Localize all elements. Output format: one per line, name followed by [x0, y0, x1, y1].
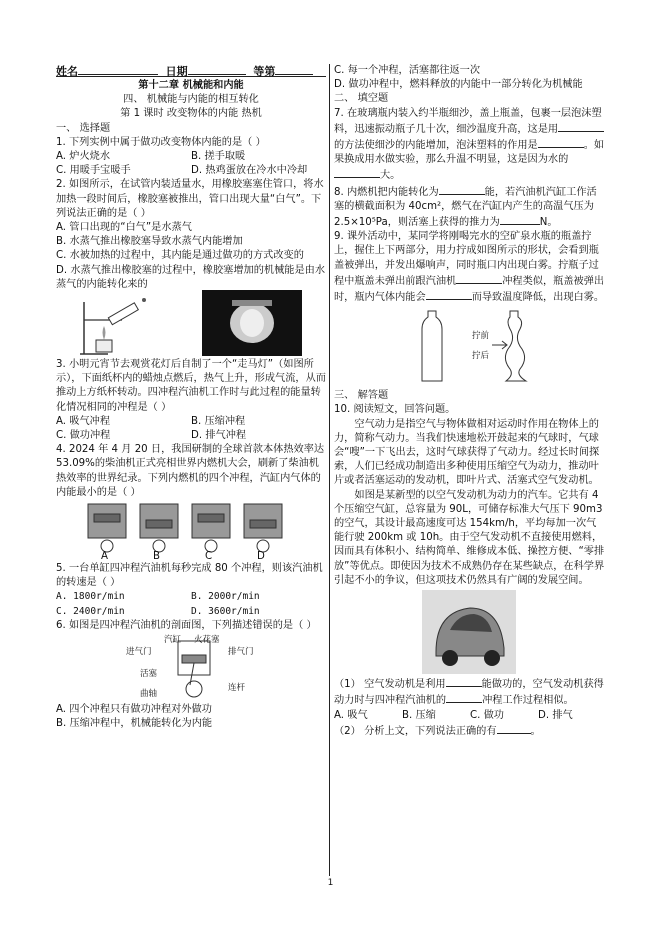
q6-stem: 6. 如图是四冲程汽油机的剖面图，下列描述错误的是（ ）: [56, 619, 317, 631]
q10-blank-2[interactable]: [446, 692, 482, 703]
section-title: 四、 机械能与内能的相互转化: [123, 94, 259, 106]
q10-sub1-options: [334, 709, 606, 723]
q10-option-b[interactable]: B. 压缩: [402, 709, 436, 721]
worksheet-page: [56, 64, 606, 876]
section-heading-answer: 三、 解答题: [334, 390, 389, 402]
q1-options: [56, 150, 326, 164]
q10-sub1: （1） 空气发动机是利用 能做功的，空气发动机获得动力时与四冲程汽油机的 冲程工作过程相似。: [334, 676, 606, 708]
stroke-label-d: D: [257, 551, 265, 563]
q10-blank-1[interactable]: [446, 676, 482, 687]
q2-option-d[interactable]: D. 水蒸气推出橡胶塞的过程中，橡胶塞增加的机械能是由水蒸气的内能转化来的: [56, 264, 326, 290]
stroke-label-a: A: [101, 551, 108, 563]
q1-option-d[interactable]: D. 热鸡蛋放在冷水中冷却: [191, 165, 308, 177]
q8-blank-2[interactable]: [500, 214, 540, 225]
air-car-photo: [422, 590, 516, 674]
q8-text: 8. 内燃机把内能转化为 能，若汽油机汽缸工作活塞的横截面积为 40cm²，燃气在汽缸内产生的高温气压为 2.5×10⁵Pa，则活塞上获得的推力为 N。: [334, 184, 606, 231]
q9-text: 9. 课外活动中，某同学将刚喝完水的空矿泉水瓶的瓶盖拧上，握住上下两部分，用力拧成如图所示的形状，会看到瓶盖被弹出，并发出爆响声，同时瓶口内出现白雾。拧瓶子过程中瓶盖未弹出前跟汽油机 冲程类似，瓶盖被弹出时，瓶内气体内能会 而导致温度降低，出现白雾。: [334, 231, 605, 304]
q7-text: 7. 在玻璃瓶内装入约半瓶细沙，盖上瓶盖，包裹一层泡沫塑料，迅速振动瓶子几十次，细沙温度升高，这是用的方法使细沙的内能增加，泡沫塑料的作用是 。如果换成用水做实验，那么升温不明显，这是因为水的大。: [334, 107, 605, 182]
air-car-figure: [334, 588, 606, 676]
q2-option-b[interactable]: B. 水蒸气推出橡胶塞导致水蒸气内能增加: [56, 236, 243, 248]
q5-options-row2: [56, 605, 326, 619]
q1-option-c[interactable]: C. 用暖手宝暖手: [56, 165, 131, 177]
q3-option-d[interactable]: D. 排气冲程: [191, 430, 247, 442]
q6-option-c[interactable]: C. 每一个冲程，活塞都往返一次: [334, 65, 481, 76]
column-divider: [329, 64, 330, 876]
q10-blank-3[interactable]: [497, 723, 531, 734]
q10-paragraph-1: 空气动力是指空气与物体做相对运动时作用在物体上的力，简称气动力。当我们快速地松开鼓起来的气球时，气球会“嗖”一下飞出去，这时气球获得了气动力。经过长时间探索，人们已经成功制造出多种使用压缩空气为动力，推动叶片或者活塞运动的发动机，即叶片式、活塞式空气发动机。: [334, 418, 600, 487]
left-column: [56, 64, 326, 732]
q10-option-c[interactable]: C. 做功: [470, 709, 504, 721]
section-heading-fill: 二、 填空题: [334, 93, 389, 105]
chapter-title: 第十二章 机械能和内能: [138, 80, 244, 91]
q1-options-row2: [56, 164, 326, 178]
label-exhaust-valve: 排气门: [228, 647, 254, 658]
label-intake-valve: 进气门: [126, 647, 152, 658]
q7-blank-2[interactable]: [538, 137, 584, 148]
label-before-twist: 拧前: [472, 331, 490, 342]
q2-option-c[interactable]: C. 水被加热的过程中，其内能是通过做功的方式改变的: [56, 250, 304, 262]
q4-stem: 4. 2024 年 4 月 20 日，我国研制的全球首款本体热效率达53.09%的柴油机正式亮相世界内燃机大会，刷新了柴油机热效率的世界纪录。下列内燃机的四个冲程，汽缸内气体的内能最小的是（ ）: [56, 444, 325, 498]
right-column: [334, 64, 606, 739]
q5-stem: 5. 一台单缸四冲程汽油机每秒完成 80 个冲程，则该汽油机的转速是（ ）: [56, 563, 323, 589]
q2-stem: 2. 如图所示，在试管内装适量水，用橡胶塞塞住管口，将水加热一段时间后，橡胶塞被推出，管口出现大量“白气”。下列说法正确的是（ ）: [56, 179, 324, 219]
q5-options: [56, 590, 326, 604]
q10-intro: 10. 阅读短文，回答问题。: [334, 404, 456, 416]
q3-option-b[interactable]: B. 压缩冲程: [191, 415, 246, 427]
engine-drawing: [164, 639, 224, 701]
date-blank[interactable]: [188, 64, 246, 75]
stroke-label-b: B: [153, 551, 160, 563]
rank-label: 等第: [253, 65, 276, 78]
q10-option-d[interactable]: D. 排气: [538, 709, 573, 721]
name-blank[interactable]: [78, 64, 158, 75]
q1-option-a[interactable]: A. 炉火烧水: [56, 151, 111, 163]
q6-option-b[interactable]: B. 压缩冲程中，机械能转化为内能: [56, 718, 213, 730]
q3-option-c[interactable]: C. 做功冲程: [56, 430, 111, 442]
label-spark-plug: 火花塞: [194, 635, 220, 646]
section-heading-choice: 一、 选择题: [56, 122, 111, 134]
name-label: 姓名: [56, 65, 78, 78]
test-tube-figure: [60, 292, 150, 358]
label-connecting-rod: 连杆: [228, 683, 246, 694]
q2-option-a[interactable]: A. 管口出现的“白气”是水蒸气: [56, 222, 192, 234]
q3-stem: 3. 小明元宵节去观赏花灯后自制了一个“走马灯”（如图所示），下面纸杯内的蜡烛点燃后，热气上升，形成气流，从而推动上方纸杯转动。四冲程汽油机工作时与此过程的能量转化情况相同的冲程是（ ）: [56, 359, 326, 413]
page-number: 1: [327, 878, 334, 888]
four-strokes-drawing: [56, 500, 326, 562]
q3-options: [56, 415, 326, 429]
q7-blank-1[interactable]: [558, 121, 604, 132]
lesson-title: 第 1 课时 改变物体的内能 热机: [120, 108, 262, 120]
stroke-label-c: C: [205, 551, 213, 563]
student-info-header: [56, 64, 326, 79]
q1-option-b[interactable]: B. 搓手取暖: [191, 151, 246, 163]
q1-stem: 1. 下列实例中属于做功改变物体内能的是（ ）: [56, 136, 266, 148]
bottle-figure: [334, 305, 606, 389]
label-crankshaft: 曲轴: [140, 689, 158, 700]
q5-option-d[interactable]: D. 3600r/min: [191, 605, 260, 617]
q7-blank-3[interactable]: [334, 167, 380, 178]
engine-section-figure: [56, 633, 326, 703]
engine-strokes-figure: [56, 500, 326, 562]
q10-paragraph-2: 如图是某新型的以空气发动机为动力的汽车。它共有 4 个压缩空气缸，总容量为 90L，可储存标准大气压下 90m3 的空气，其设计最高速度可达 154km/h，平均每加一次气能行驶 200km 或 10h。由于空气发动机不直接使用燃料，因而具有体积小、结构简单、维修成本低、操控方便、“零排放”等优点。即使因为技术不成熟仍存在某些缺点，在科学界引起不小的争议，但这项技术仍然具有广阔的发展空间。: [334, 489, 605, 586]
q9-blank-2[interactable]: [426, 289, 472, 300]
q6-option-d[interactable]: D. 做功冲程中，燃料释放的内能中一部分转化为机械能: [334, 79, 583, 91]
q10-sub2: （2） 分析上文，下列说法正确的有 。: [334, 723, 606, 739]
label-cylinder: 汽缸: [164, 635, 182, 646]
bottle-drawing: [414, 307, 534, 387]
rank-blank[interactable]: [275, 64, 313, 75]
q2-q3-figures: [56, 292, 326, 358]
q10-option-a[interactable]: A. 吸气: [334, 709, 368, 721]
q5-option-b[interactable]: B. 2000r/min: [191, 591, 260, 603]
lantern-photo: [202, 290, 302, 356]
q3-option-a[interactable]: A. 吸气冲程: [56, 415, 111, 427]
q3-options-row2: [56, 429, 326, 443]
q5-option-c[interactable]: C. 2400r/min: [56, 605, 125, 617]
q8-blank-1[interactable]: [439, 184, 485, 195]
q9-blank-1[interactable]: [456, 273, 502, 284]
label-after-twist: 拧后: [472, 351, 490, 362]
label-piston: 活塞: [140, 669, 158, 680]
date-label: 日期: [165, 65, 188, 78]
q5-option-a[interactable]: A. 1800r/min: [56, 591, 125, 603]
q6-option-a[interactable]: A. 四个冲程只有做功冲程对外做功: [56, 704, 212, 716]
